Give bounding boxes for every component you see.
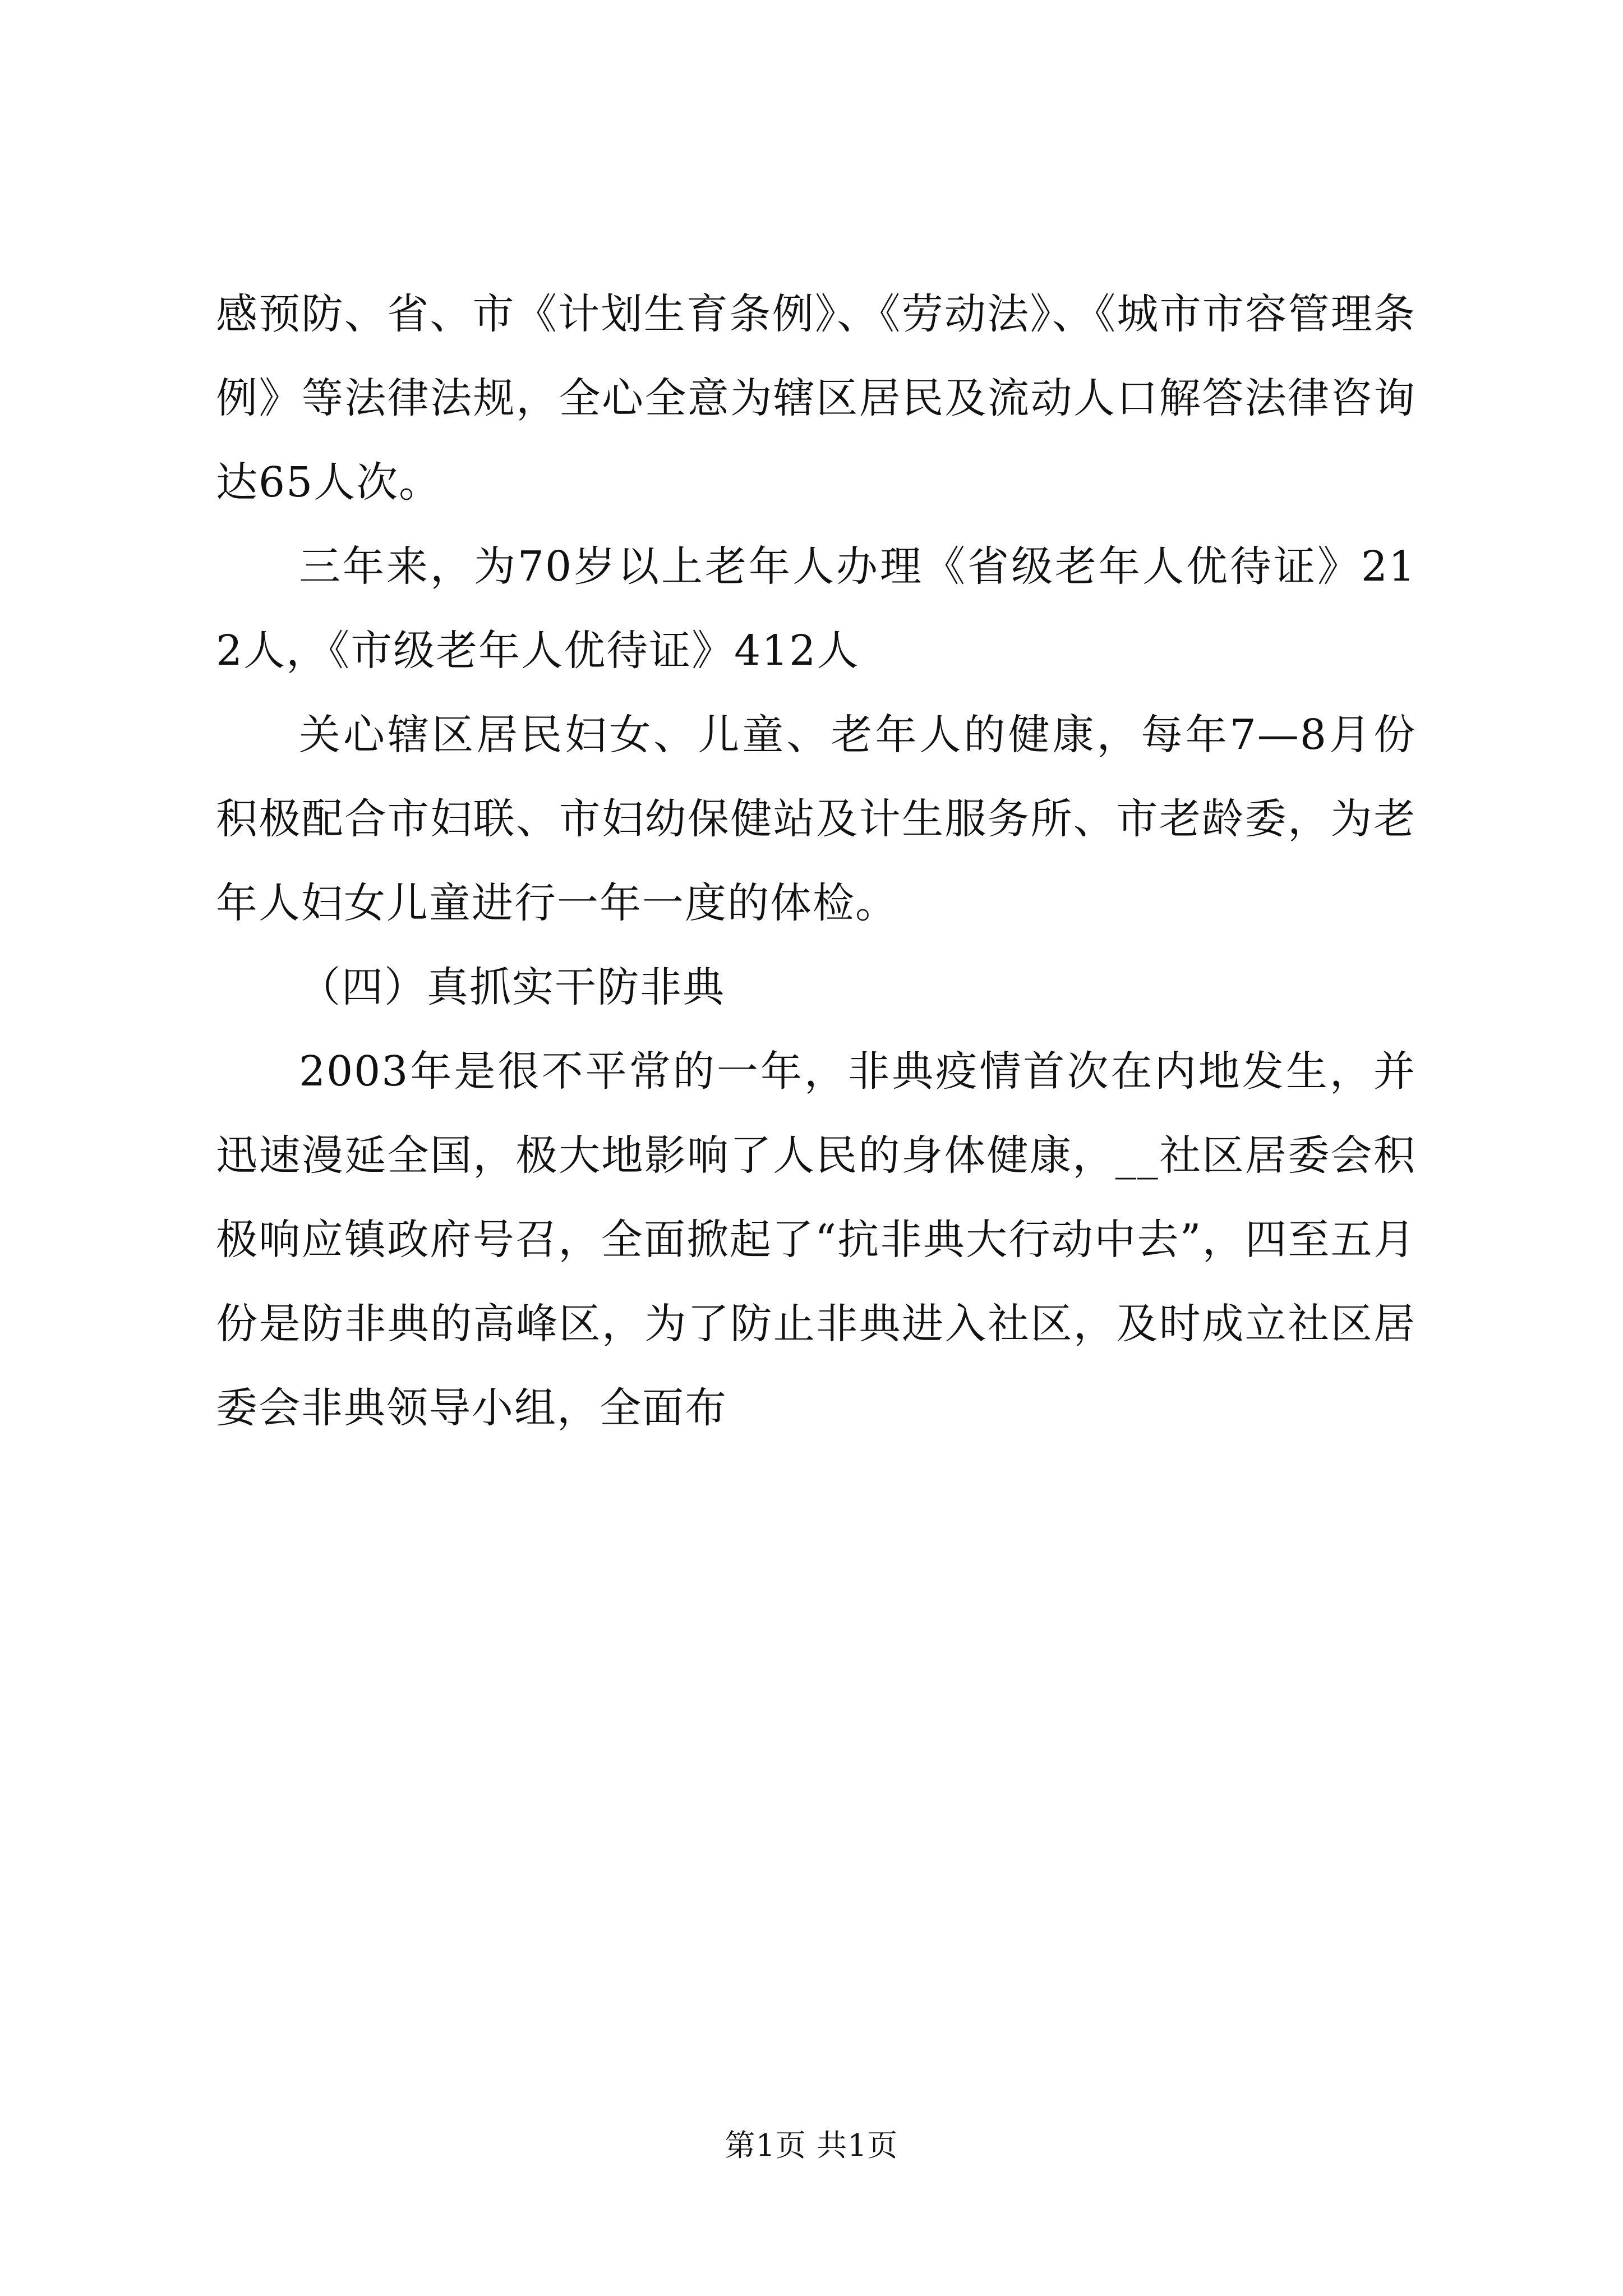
paragraph-sars-response: 2003年是很不平常的一年，非典疫情首次在内地发生，并迅速漫延全国，极大地影响了人民的身体健康，__社区居委会积极响应镇政府号召，全面掀起了“抗非典大行动中去”，四至五月份是防非典的高峰区，为了防止非典进入社区，及时成立社区居委会非典领导小组，全面布 [216, 1047, 1416, 1432]
paragraph-elderly-cards: 三年来，为70岁以上老年人办理《省级老年人优待证》212人，《市级老年人优待证》412人 [216, 542, 1416, 675]
document-body [216, 272, 1416, 1450]
page-number-footer: 第1页 共1页 [725, 2128, 898, 2163]
paragraph-health-checkups: 关心辖区居民妇女、儿童、老年人的健康，每年7—8月份积极配合市妇联、市妇幼保健站及计生服务所、市老龄委，为老年人妇女儿童进行一年一度的体检。 [216, 711, 1416, 927]
section-heading-sars: （四）真抓实干防非典 [299, 963, 725, 1011]
paragraph-legal-consultation: 感预防、省、市《计划生育条例》、《劳动法》、《城市市容管理条例》等法律法规，全心全意为辖区居民及流动人口解答法律咨询达65人次。 [216, 290, 1416, 507]
